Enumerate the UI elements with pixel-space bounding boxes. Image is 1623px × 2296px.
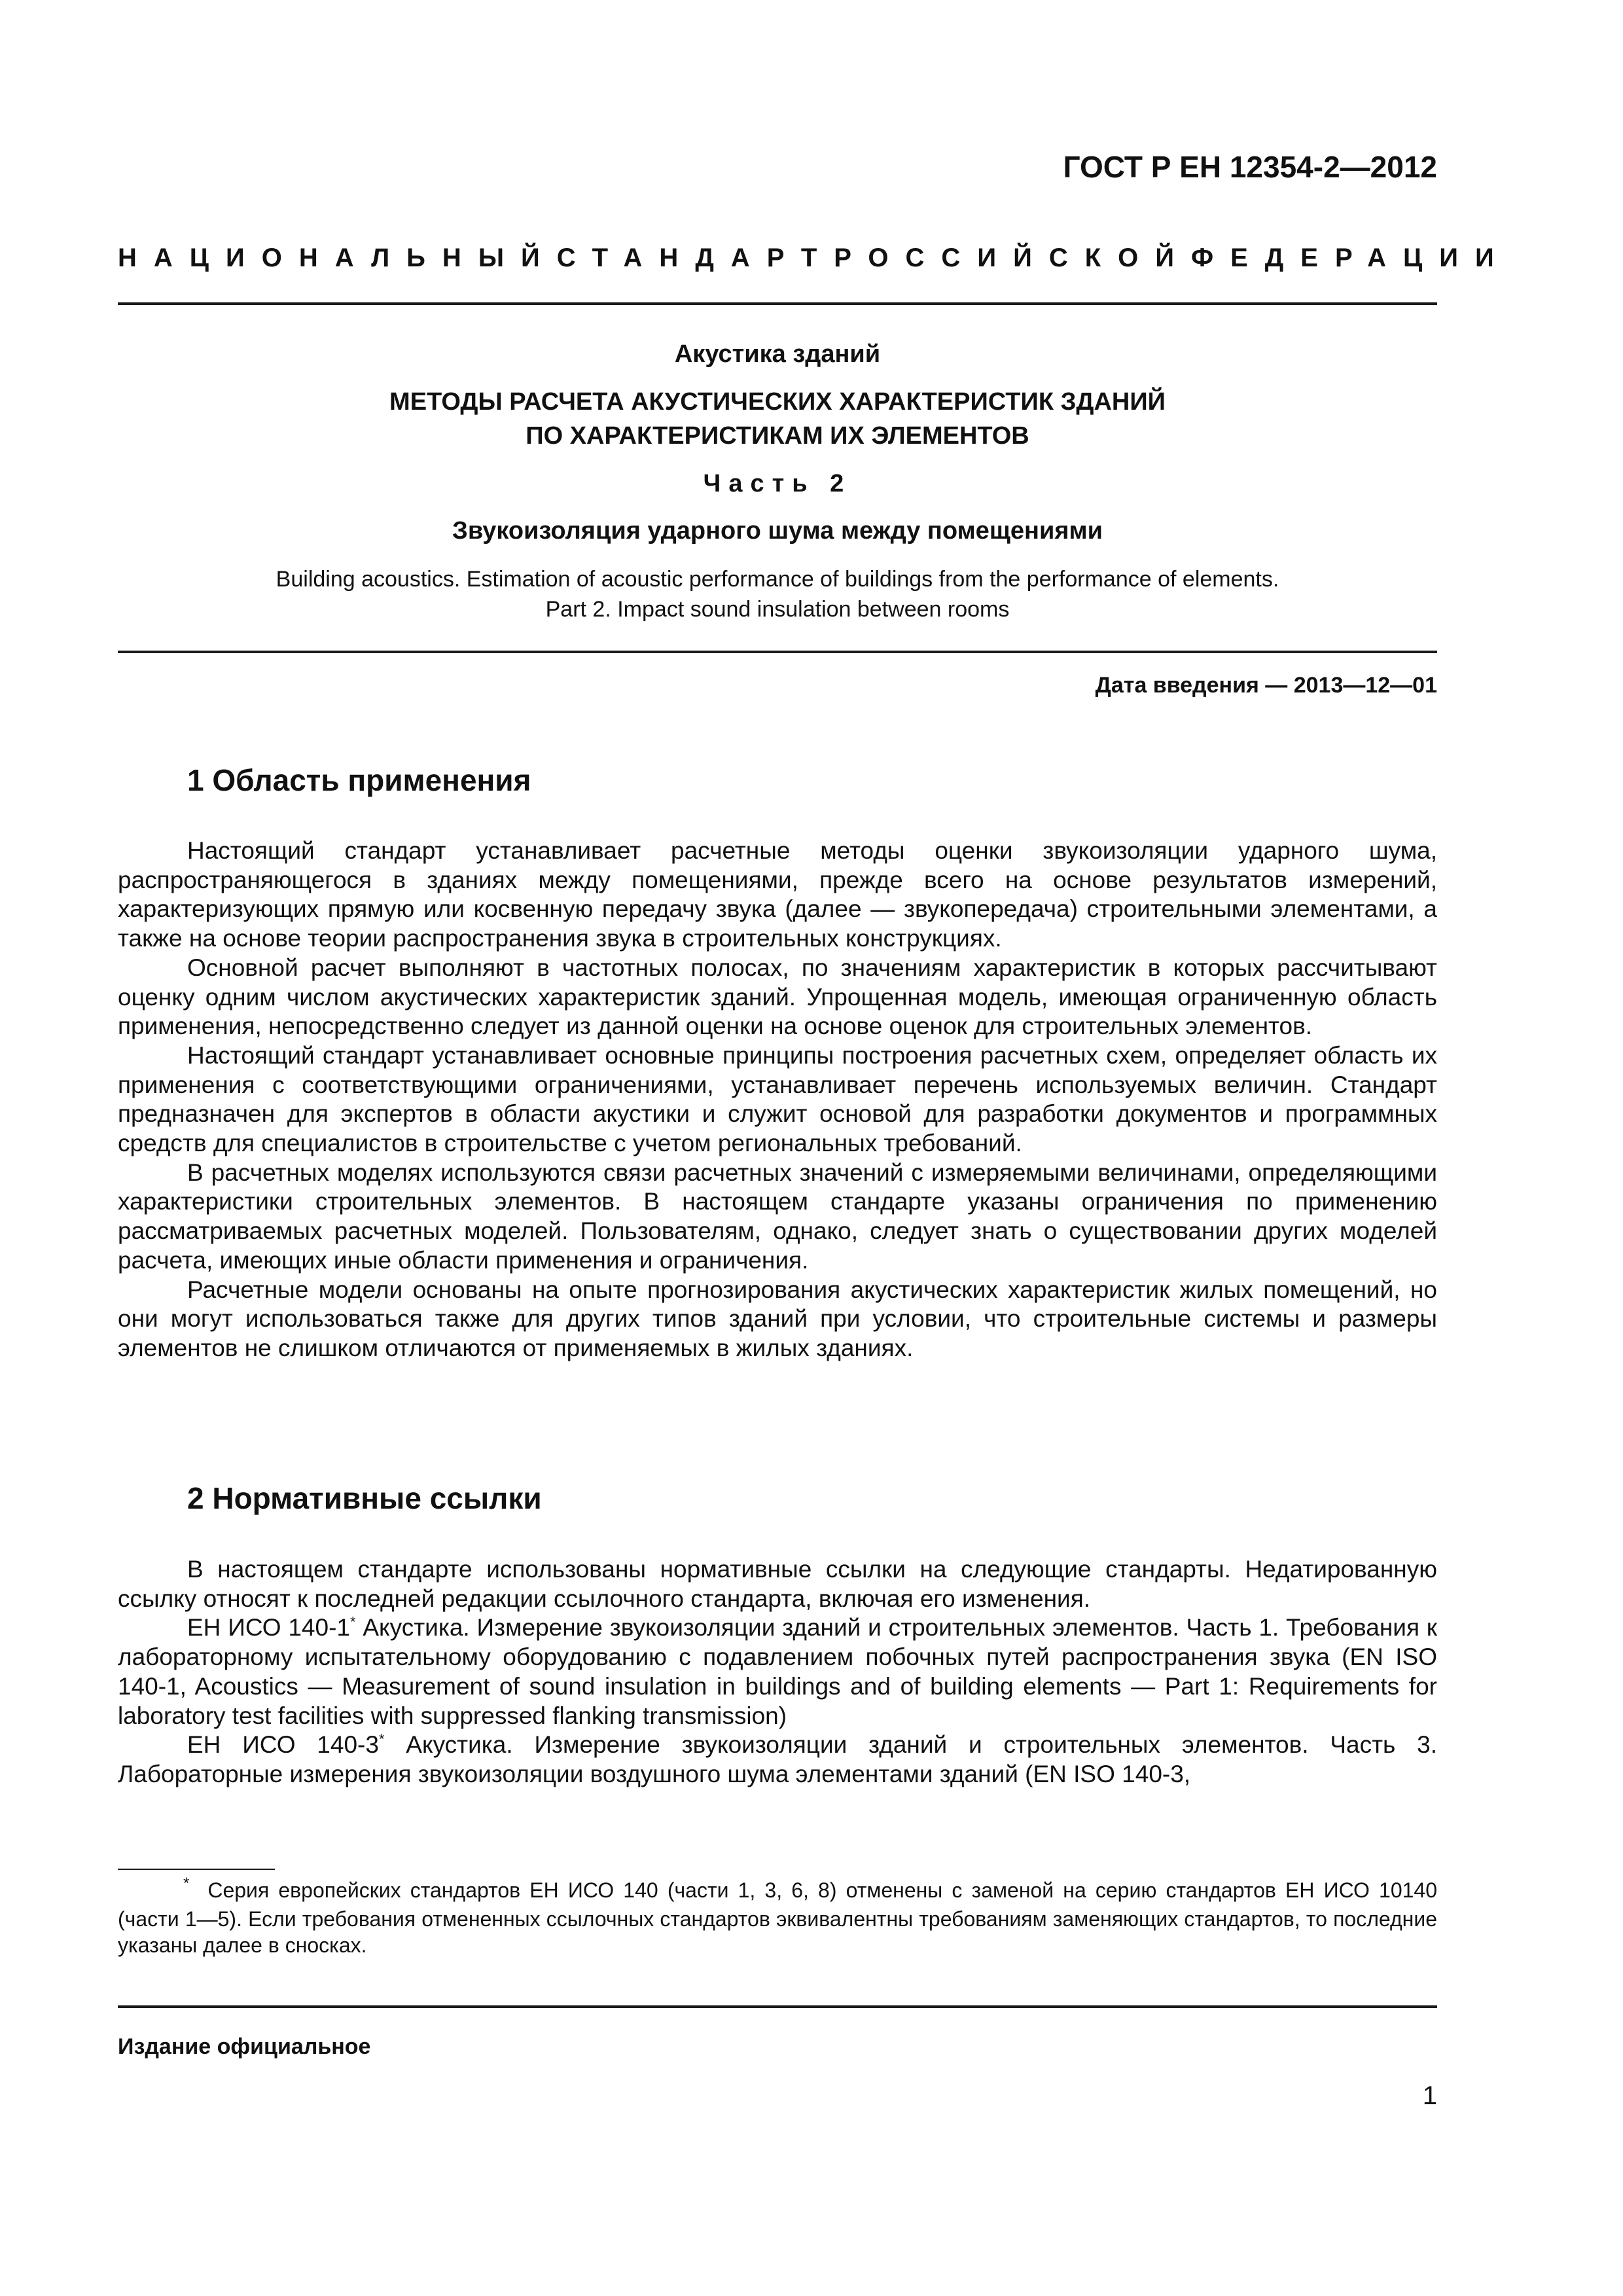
paragraph: Основной расчет выполняют в частотных полосах, по значениям характеристик в которых рассчитывают оценку одним числом акустических характеристик зданий. Упрощенная модель, имеющая ограниченную область применения, непосредственно следует из данной оценки на основе оценок для строительных элементов. — [118, 954, 1437, 1040]
section-heading-scope: 1 Область применения — [187, 763, 531, 797]
document-number: ГОСТ Р ЕН 12354-2—2012 — [1063, 150, 1437, 184]
paragraph: Настоящий стандарт устанавливает расчетные методы оценки звукоизоляции ударного шума, распространяющегося в зданиях между помещениями, прежде всего на основе результатов измерений, характеризующих прямую или косвенную передачу звука (далее — звукопередача) строительными элементами, а также на основе теории распространения звука в строительных конструкциях. — [118, 837, 1437, 952]
section-heading-normative-references: 2 Нормативные ссылки — [187, 1481, 542, 1515]
paragraph: Настоящий стандарт устанавливает основные принципы построения расчетных схем, определяет область их применения с соответствующими ограничениями, устанавливает перечень используемых величин. Стандарт предназначен для экспертов в области акустики и служит основой для разработки документов и программных средств для специалистов в строительстве с учетом региональных требований. — [118, 1041, 1437, 1157]
standard-main-title — [118, 385, 1437, 453]
reference-item — [118, 1613, 1437, 1731]
reference-item — [118, 1731, 1437, 1789]
official-edition-label: Издание официальное — [118, 2034, 371, 2059]
header-divider — [118, 302, 1437, 305]
banner-word: ФЕДЕРАЦИИ — [1190, 243, 1511, 272]
footnote-divider — [118, 1869, 275, 1870]
banner-word: НАЦИОНАЛЬНЫЙ — [118, 243, 557, 272]
footnote-text: Серия европейских стандартов ЕН ИСО 140 (части 1, 3, 6, 8) отменены с заменой на серию стандартов ЕН ИСО 10140 (части 1—5). Если требования отмененных ссылочных стандартов эквивалентны требованиям заменяющих стандартов, то последние указаны далее в сносках. — [118, 1878, 1437, 1957]
standard-topic: Акустика зданий — [674, 340, 881, 368]
banner-word: РОССИЙСКОЙ — [834, 243, 1191, 272]
english-title-line: Part 2. Impact sound insulation between rooms — [545, 597, 1010, 622]
footer-divider — [118, 2005, 1437, 2008]
banner-word: СТАНДАРТ — [556, 243, 834, 272]
reference-text: Акустика. Измерение звукоизоляции зданий и строительных элементов. Часть 3. Лабораторные измерения звукоизоляции воздушного шума элементами зданий (EN ISO 140-3, — [118, 1731, 1437, 1787]
reference-code: ЕН ИСО 140-1 — [187, 1614, 350, 1641]
national-standard-banner — [118, 243, 1511, 273]
reference-text: Акустика. Измерение звукоизоляции зданий и строительных элементов. Часть 1. Требования к лабораторному испытательному оборудованию с подавлением побочных путей распространения звука (EN ISO 140-1, Acoustics — Measurement of sound insulation in buildings and of building elements — Part 1: Requirements for laboratory test facilities with suppressed flanking transmission) — [118, 1614, 1437, 1729]
footnote — [118, 1874, 1437, 1958]
paragraph: В расчетных моделях используются связи расчетных значений с измеряемыми величинами, определяющими характеристики строительных элементов. В настоящем стандарте указаны ограничения по применению рассматриваемых расчетных моделей. Пользователям, однако, следует знать о существовании других моделей расчета, имеющих иные области применения и ограничения. — [118, 1158, 1437, 1274]
footnote-marker: * — [378, 1731, 385, 1748]
english-title — [118, 564, 1437, 624]
paragraph: Расчетные модели основаны на опыте прогнозирования акустических характеристик жилых помещений, но они могут использоваться также для других типов зданий при условии, что строительные системы и размеры элементов не слишком отличаются от применяемых в жилых зданиях. — [118, 1276, 1437, 1361]
standard-subtitle: Звукоизоляция ударного шума между помещениями — [452, 517, 1103, 545]
title-divider — [118, 651, 1437, 653]
introduction-date: Дата введения — 2013—12—01 — [1095, 673, 1437, 698]
footnote-mark: * — [183, 1874, 190, 1892]
page-number: 1 — [1422, 2081, 1437, 2110]
footnote-marker: * — [349, 1614, 356, 1631]
section-body-scope — [118, 836, 1437, 1363]
main-title-line: ПО ХАРАКТЕРИСТИКАМ ИХ ЭЛЕМЕНТОВ — [526, 422, 1029, 450]
section-body-normative-references — [118, 1555, 1437, 1789]
reference-code: ЕН ИСО 140-3 — [187, 1731, 379, 1759]
part-label: Часть 2 — [703, 470, 852, 497]
english-title-line: Building acoustics. Estimation of acoustic performance of buildings from the performance of elements. — [276, 567, 1279, 592]
main-title-line: МЕТОДЫ РАСЧЕТА АКУСТИЧЕСКИХ ХАРАКТЕРИСТИК ЗДАНИЙ — [389, 388, 1166, 416]
paragraph: В настоящем стандарте использованы нормативные ссылки на следующие стандарты. Недатированную ссылку относят к последней редакции ссылочного стандарта, включая его изменения. — [118, 1556, 1437, 1612]
